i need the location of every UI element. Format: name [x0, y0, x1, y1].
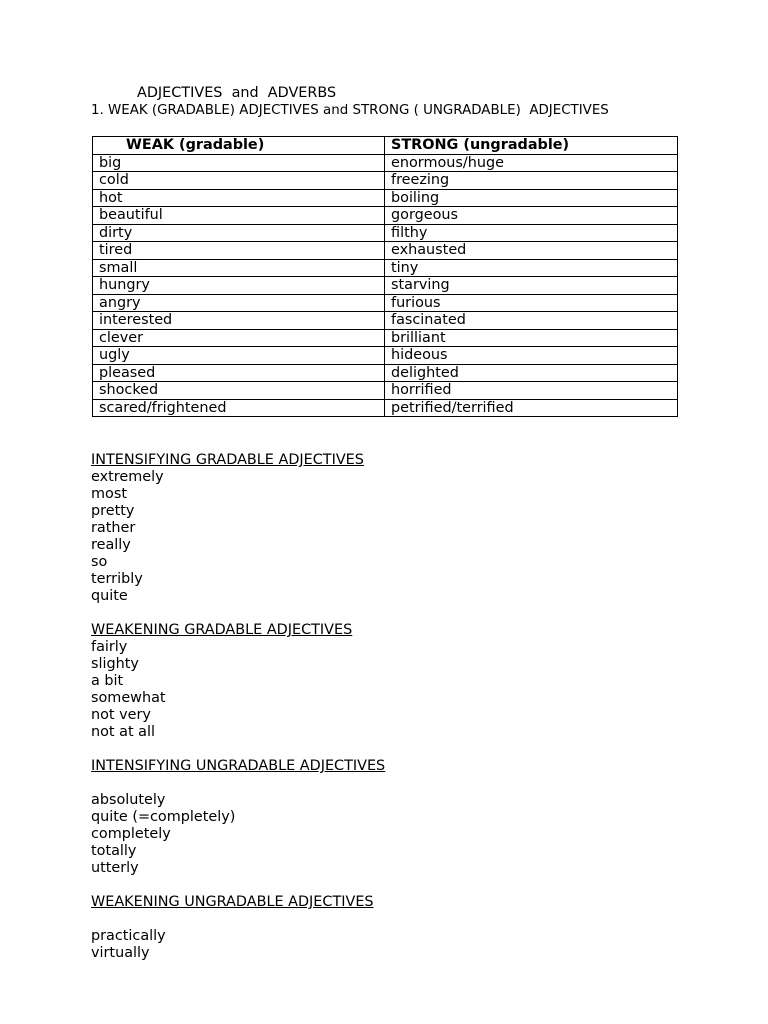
weakening-gradable-list	[91, 639, 352, 741]
weak-cell: scared/frightened	[93, 399, 385, 417]
list-item: quite (=completely)	[91, 809, 236, 825]
header-strong: STRONG (ungradable)	[385, 137, 678, 155]
table-row	[93, 347, 678, 365]
list-item: totally	[91, 843, 137, 859]
list-item: most	[91, 486, 127, 502]
intensifying-gradable-list	[91, 469, 364, 605]
weak-cell: cold	[93, 172, 385, 190]
list-item: pretty	[91, 503, 135, 519]
strong-cell: freezing	[385, 172, 678, 190]
table-row	[93, 189, 678, 207]
strong-cell: furious	[385, 294, 678, 312]
table-row	[93, 154, 678, 172]
weak-cell: hungry	[93, 277, 385, 295]
list-item: terribly	[91, 571, 143, 587]
weakening-ungradable-heading: WEAKENING UNGRADABLE ADJECTIVES	[91, 894, 374, 910]
intensifying-ungradable-section	[91, 758, 385, 877]
strong-cell: enormous/huge	[385, 154, 678, 172]
weak-cell: big	[93, 154, 385, 172]
list-item: not very	[91, 707, 151, 723]
strong-cell: hideous	[385, 347, 678, 365]
table-row	[93, 329, 678, 347]
table-row	[93, 294, 678, 312]
table-header-row	[93, 137, 678, 155]
strong-cell: petrified/terrified	[385, 399, 678, 417]
table-row	[93, 259, 678, 277]
weak-cell: hot	[93, 189, 385, 207]
strong-cell: delighted	[385, 364, 678, 382]
weak-cell: dirty	[93, 224, 385, 242]
table-row	[93, 224, 678, 242]
strong-cell: fascinated	[385, 312, 678, 330]
table-row	[93, 207, 678, 225]
list-item: practically	[91, 928, 166, 944]
list-item: utterly	[91, 860, 139, 876]
weakening-ungradable-list	[91, 928, 374, 962]
strong-cell: starving	[385, 277, 678, 295]
table-row	[93, 172, 678, 190]
weak-cell: tired	[93, 242, 385, 260]
weakening-gradable-heading: WEAKENING GRADABLE ADJECTIVES	[91, 622, 353, 638]
intensifying-ungradable-heading: INTENSIFYING UNGRADABLE ADJECTIVES	[91, 758, 386, 774]
table-row	[93, 312, 678, 330]
table-row	[93, 399, 678, 417]
strong-cell: filthy	[385, 224, 678, 242]
list-item: rather	[91, 520, 136, 536]
intensifying-gradable-heading: INTENSIFYING GRADABLE ADJECTIVES	[91, 452, 364, 468]
weak-cell: interested	[93, 312, 385, 330]
table-row	[93, 242, 678, 260]
strong-cell: gorgeous	[385, 207, 678, 225]
weak-cell: clever	[93, 329, 385, 347]
weak-cell: shocked	[93, 382, 385, 400]
strong-cell: tiny	[385, 259, 678, 277]
strong-cell: boiling	[385, 189, 678, 207]
list-item: so	[91, 554, 108, 570]
list-item: a bit	[91, 673, 124, 689]
weak-cell: angry	[93, 294, 385, 312]
section-1-title: 1. WEAK (GRADABLE) ADJECTIVES and STRONG ( UNGRADABLE) ADJECTIVES	[91, 103, 609, 118]
table-row	[93, 277, 678, 295]
intensifying-ungradable-list	[91, 792, 385, 877]
adjectives-table	[92, 136, 678, 417]
table-row	[93, 364, 678, 382]
weak-cell: pleased	[93, 364, 385, 382]
weakening-ungradable-section	[91, 894, 374, 962]
weakening-gradable-section	[91, 622, 352, 741]
table-row	[93, 382, 678, 400]
weak-cell: small	[93, 259, 385, 277]
list-item: fairly	[91, 639, 128, 655]
list-item: really	[91, 537, 131, 553]
list-item: completely	[91, 826, 171, 842]
header-weak: WEAK (gradable)	[93, 137, 385, 155]
list-item: absolutely	[91, 792, 166, 808]
list-item: virtually	[91, 945, 150, 961]
list-item: extremely	[91, 469, 164, 485]
weak-cell: beautiful	[93, 207, 385, 225]
list-item: not at all	[91, 724, 155, 740]
strong-cell: brilliant	[385, 329, 678, 347]
document-title: ADJECTIVES and ADVERBS	[137, 85, 337, 101]
list-item: slighty	[91, 656, 139, 672]
weak-cell: ugly	[93, 347, 385, 365]
list-item: quite	[91, 588, 128, 604]
intensifying-gradable-section	[91, 452, 364, 605]
strong-cell: horrified	[385, 382, 678, 400]
strong-cell: exhausted	[385, 242, 678, 260]
list-item: somewhat	[91, 690, 166, 706]
